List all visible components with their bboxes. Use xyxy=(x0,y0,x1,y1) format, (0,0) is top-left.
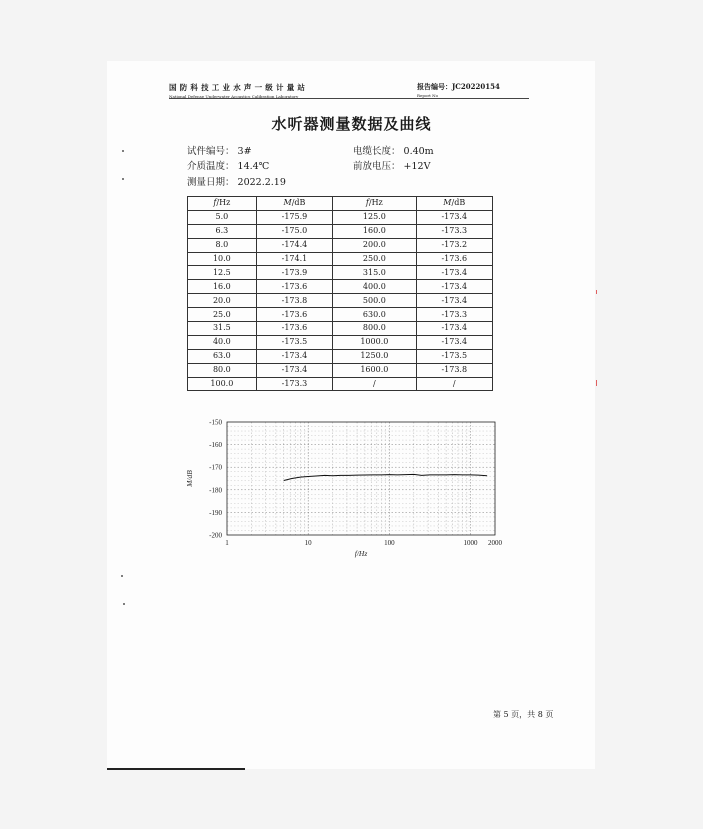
table-cell: 63.0 xyxy=(188,349,257,363)
table-header-cell: f/Hz xyxy=(333,197,416,211)
y-tick-label: -160 xyxy=(209,441,222,450)
table-cell: 125.0 xyxy=(333,210,416,224)
table-cell: 40.0 xyxy=(188,335,257,349)
header-org-cn: 国防科技工业水声一级计量站 xyxy=(169,83,309,92)
header-org-en: National Defense Underwater Acoustics Calibration Laboratory xyxy=(169,94,299,99)
table-row xyxy=(188,308,493,322)
table-cell: 16.0 xyxy=(188,280,257,294)
table-row xyxy=(188,252,493,266)
table-cell: 160.0 xyxy=(333,224,416,238)
table-cell: -174.1 xyxy=(256,252,332,266)
table-row xyxy=(188,335,493,349)
table-cell: -173.6 xyxy=(256,280,332,294)
report-no-value: JC20220154 xyxy=(452,82,500,91)
header-organization xyxy=(169,82,308,99)
table-row xyxy=(188,363,493,377)
scan-dot xyxy=(121,575,123,577)
table-cell: -173.4 xyxy=(416,294,492,308)
x-axis-label: f/Hz xyxy=(354,549,368,558)
y-axis-label: M/dB xyxy=(185,470,194,487)
table-row xyxy=(188,224,493,238)
header-rule xyxy=(169,98,529,99)
table-cell: 1600.0 xyxy=(333,363,416,377)
header-report-number xyxy=(417,82,500,98)
scan-dot xyxy=(123,603,125,605)
page-number: 第 5 页，共 8 页 xyxy=(493,710,554,719)
edge-mark xyxy=(596,380,597,386)
table-cell: -173.3 xyxy=(416,308,492,322)
table-cell: -174.4 xyxy=(256,238,332,252)
table-row xyxy=(188,294,493,308)
table-row xyxy=(188,266,493,280)
sample-number: 试件编号： 3# xyxy=(187,146,252,157)
table-cell: 800.0 xyxy=(333,322,416,336)
table-cell: -173.4 xyxy=(416,210,492,224)
table-cell: -173.4 xyxy=(256,363,332,377)
table-cell: 25.0 xyxy=(188,308,257,322)
scan-dot xyxy=(122,178,124,180)
table-row xyxy=(188,238,493,252)
table-cell: 315.0 xyxy=(333,266,416,280)
table-cell: -173.5 xyxy=(256,335,332,349)
table-cell: 10.0 xyxy=(188,252,257,266)
table-cell: 8.0 xyxy=(188,238,257,252)
table-row xyxy=(188,349,493,363)
table-cell: 1000.0 xyxy=(333,335,416,349)
table-header-cell: M/dB xyxy=(416,197,492,211)
bottom-rule xyxy=(107,768,245,770)
table-cell: 200.0 xyxy=(333,238,416,252)
table-cell: -173.8 xyxy=(416,363,492,377)
table-cell: 31.5 xyxy=(188,322,257,336)
table-cell: / xyxy=(416,377,492,391)
preamp-voltage: 前放电压： +12V xyxy=(353,161,431,172)
y-tick-label: -200 xyxy=(209,531,222,540)
table-cell: -173.4 xyxy=(416,266,492,280)
report-no-label: 报告编号： xyxy=(417,82,452,91)
x-tick-label: 100 xyxy=(384,539,395,547)
edge-mark xyxy=(596,290,597,294)
scan-dot xyxy=(122,150,124,152)
page-title: 水听器测量数据及曲线 xyxy=(271,115,432,133)
table-cell: 6.3 xyxy=(188,224,257,238)
table-cell: -173.6 xyxy=(256,308,332,322)
series-line xyxy=(284,474,487,480)
x-tick-label: 1000 xyxy=(463,539,478,547)
table-cell: 400.0 xyxy=(333,280,416,294)
table-cell: 20.0 xyxy=(188,294,257,308)
table-cell: -175.0 xyxy=(256,224,332,238)
table-row xyxy=(188,210,493,224)
table-cell: -173.6 xyxy=(256,322,332,336)
table-cell: -173.4 xyxy=(416,322,492,336)
table-cell: / xyxy=(333,377,416,391)
measurement-date: 测量日期： 2022.2.19 xyxy=(187,177,286,188)
cable-length: 电缆长度： 0.40m xyxy=(353,146,434,157)
table-cell: 5.0 xyxy=(188,210,257,224)
y-tick-label: -150 xyxy=(209,418,222,427)
table-cell: -173.3 xyxy=(416,224,492,238)
x-tick-label: 10 xyxy=(304,539,312,547)
table-cell: -173.3 xyxy=(256,377,332,391)
table-cell: 100.0 xyxy=(188,377,257,391)
table-header-cell: f/Hz xyxy=(188,197,257,211)
table-cell: -175.9 xyxy=(256,210,332,224)
table-cell: -173.9 xyxy=(256,266,332,280)
table-cell: 630.0 xyxy=(333,308,416,322)
table-header-cell: M/dB xyxy=(256,197,332,211)
table-cell: 1250.0 xyxy=(333,349,416,363)
sensitivity-chart xyxy=(186,413,509,563)
table-row xyxy=(188,322,493,336)
table-cell: -173.2 xyxy=(416,238,492,252)
table-cell: 500.0 xyxy=(333,294,416,308)
table-cell: -173.6 xyxy=(416,252,492,266)
y-tick-label: -180 xyxy=(209,486,222,495)
table-row xyxy=(188,280,493,294)
x-tick-label: 2000 xyxy=(488,539,502,547)
table-cell: -173.4 xyxy=(416,280,492,294)
y-tick-label: -170 xyxy=(209,463,222,472)
table-header-row xyxy=(188,197,493,211)
y-tick-label: -190 xyxy=(209,508,222,517)
table-cell: 250.0 xyxy=(333,252,416,266)
table-cell: -173.8 xyxy=(256,294,332,308)
x-tick-label: 1 xyxy=(225,539,229,547)
table-cell: -173.5 xyxy=(416,349,492,363)
table-cell: 12.5 xyxy=(188,266,257,280)
table-cell: 80.0 xyxy=(188,363,257,377)
plot-frame xyxy=(227,422,495,535)
table-cell: -173.4 xyxy=(416,335,492,349)
data-table xyxy=(187,196,493,391)
report-no-label-en: Report No xyxy=(417,93,439,98)
table-row xyxy=(188,377,493,391)
medium-temperature: 介质温度： 14.4℃ xyxy=(187,161,270,172)
table-cell: -173.4 xyxy=(256,349,332,363)
